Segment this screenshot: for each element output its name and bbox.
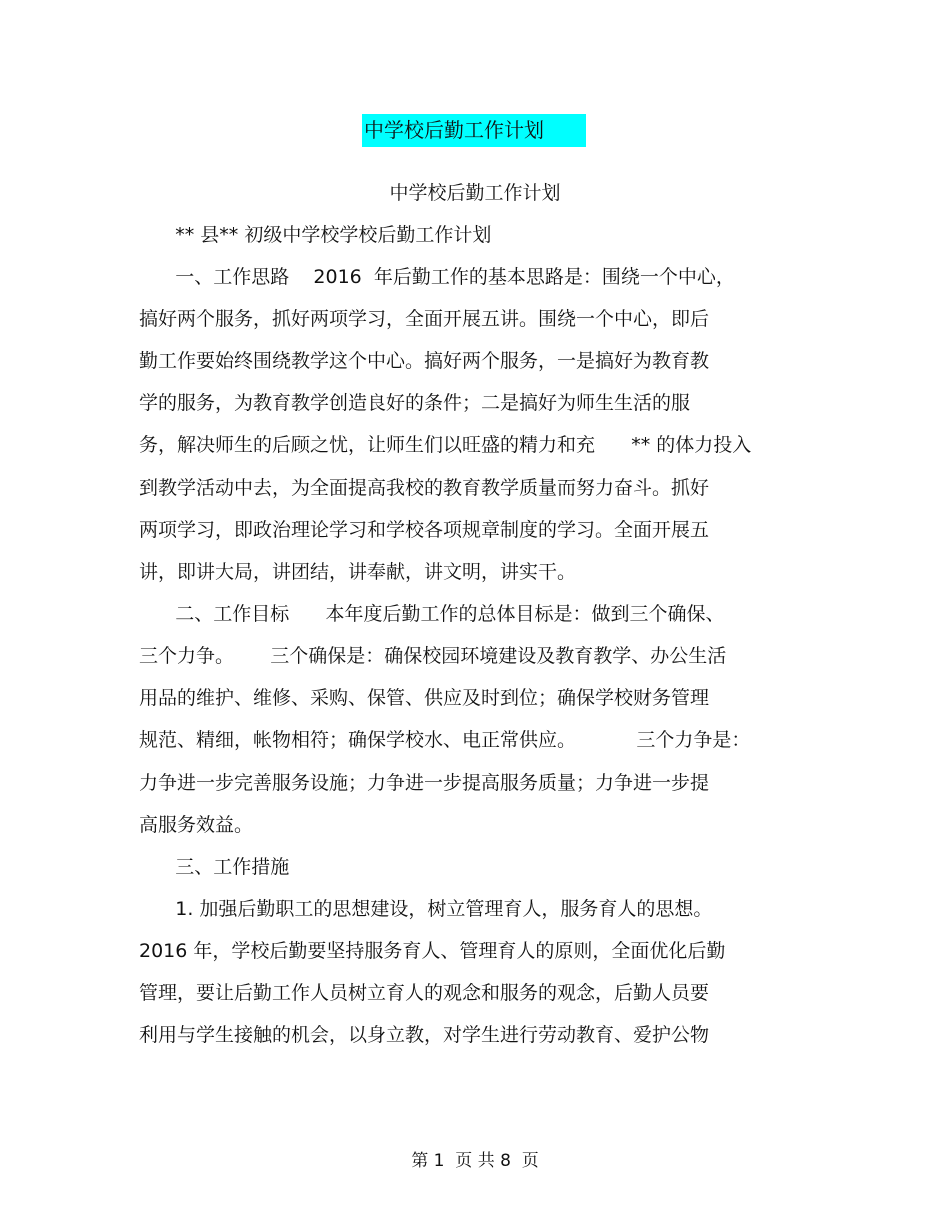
body-line: 规范、精细，帐物相符；确保学校水、电正常供应。 三个力争是：	[139, 729, 751, 751]
body-line: 用品的维护、维修、采购、保管、供应及时到位；确保学校财务管理	[139, 687, 710, 709]
body-line: 勤工作要始终围绕教学这个中心。搞好两个服务，一是搞好为教育教	[139, 350, 710, 372]
body-line: 讲，即讲大局，讲团结，讲奉献，讲文明，讲实干。	[139, 561, 577, 583]
body-line: ** 县** 初级中学校学校后勤工作计划	[139, 224, 492, 246]
body-line: 一、工作思路 2016 年后勤工作的基本思路是：围绕一个中心，	[139, 266, 735, 288]
body-line: 二、工作目标 本年度后勤工作的总体目标是：做到三个确保、	[139, 603, 725, 625]
page-number: 第 1 页 共 8 页	[411, 1151, 539, 1171]
body-line: 三、工作措施	[139, 856, 290, 878]
body-line: 2016 年，学校后勤要坚持服务育人、管理育人的原则，全面优化后勤	[139, 940, 726, 962]
body-line: 搞好两个服务，抓好两项学习，全面开展五讲。围绕一个中心，即后	[139, 308, 710, 330]
body-line: 两项学习，即政治理论学习和学校各项规章制度的学习。全面开展五	[139, 519, 710, 541]
body-line: 高服务效益。	[139, 814, 254, 836]
document-subtitle: 中学校后勤工作计划	[389, 182, 561, 204]
body-line: 三个力争。 三个确保是：确保校园环境建设及教育教学、办公生活	[139, 645, 727, 667]
body-line: 力争进一步完善服务设施；力争进一步提高服务质量；力争进一步提	[139, 772, 710, 794]
body-line: 务，解决师生的后顾之忧，让师生们以旺盛的精力和充 ** 的体力投入	[139, 434, 752, 456]
document-title: 中学校后勤工作计划	[362, 114, 586, 147]
body-line: 利用与学生接触的机会，以身立教，对学生进行劳动教育、爱护公物	[139, 1024, 710, 1046]
body-line: 到教学活动中去，为全面提高我校的教育教学质量而努力奋斗。抓好	[139, 477, 710, 499]
body-line: 学的服务，为教育教学创造良好的条件；二是搞好为师生生活的服	[139, 392, 691, 414]
body-line: 管理，要让后勤工作人员树立育人的观念和服务的观念，后勤人员要	[139, 982, 710, 1004]
body-line: 1. 加强后勤职工的思想建设，树立管理育人，服务育人的思想。	[139, 898, 713, 920]
